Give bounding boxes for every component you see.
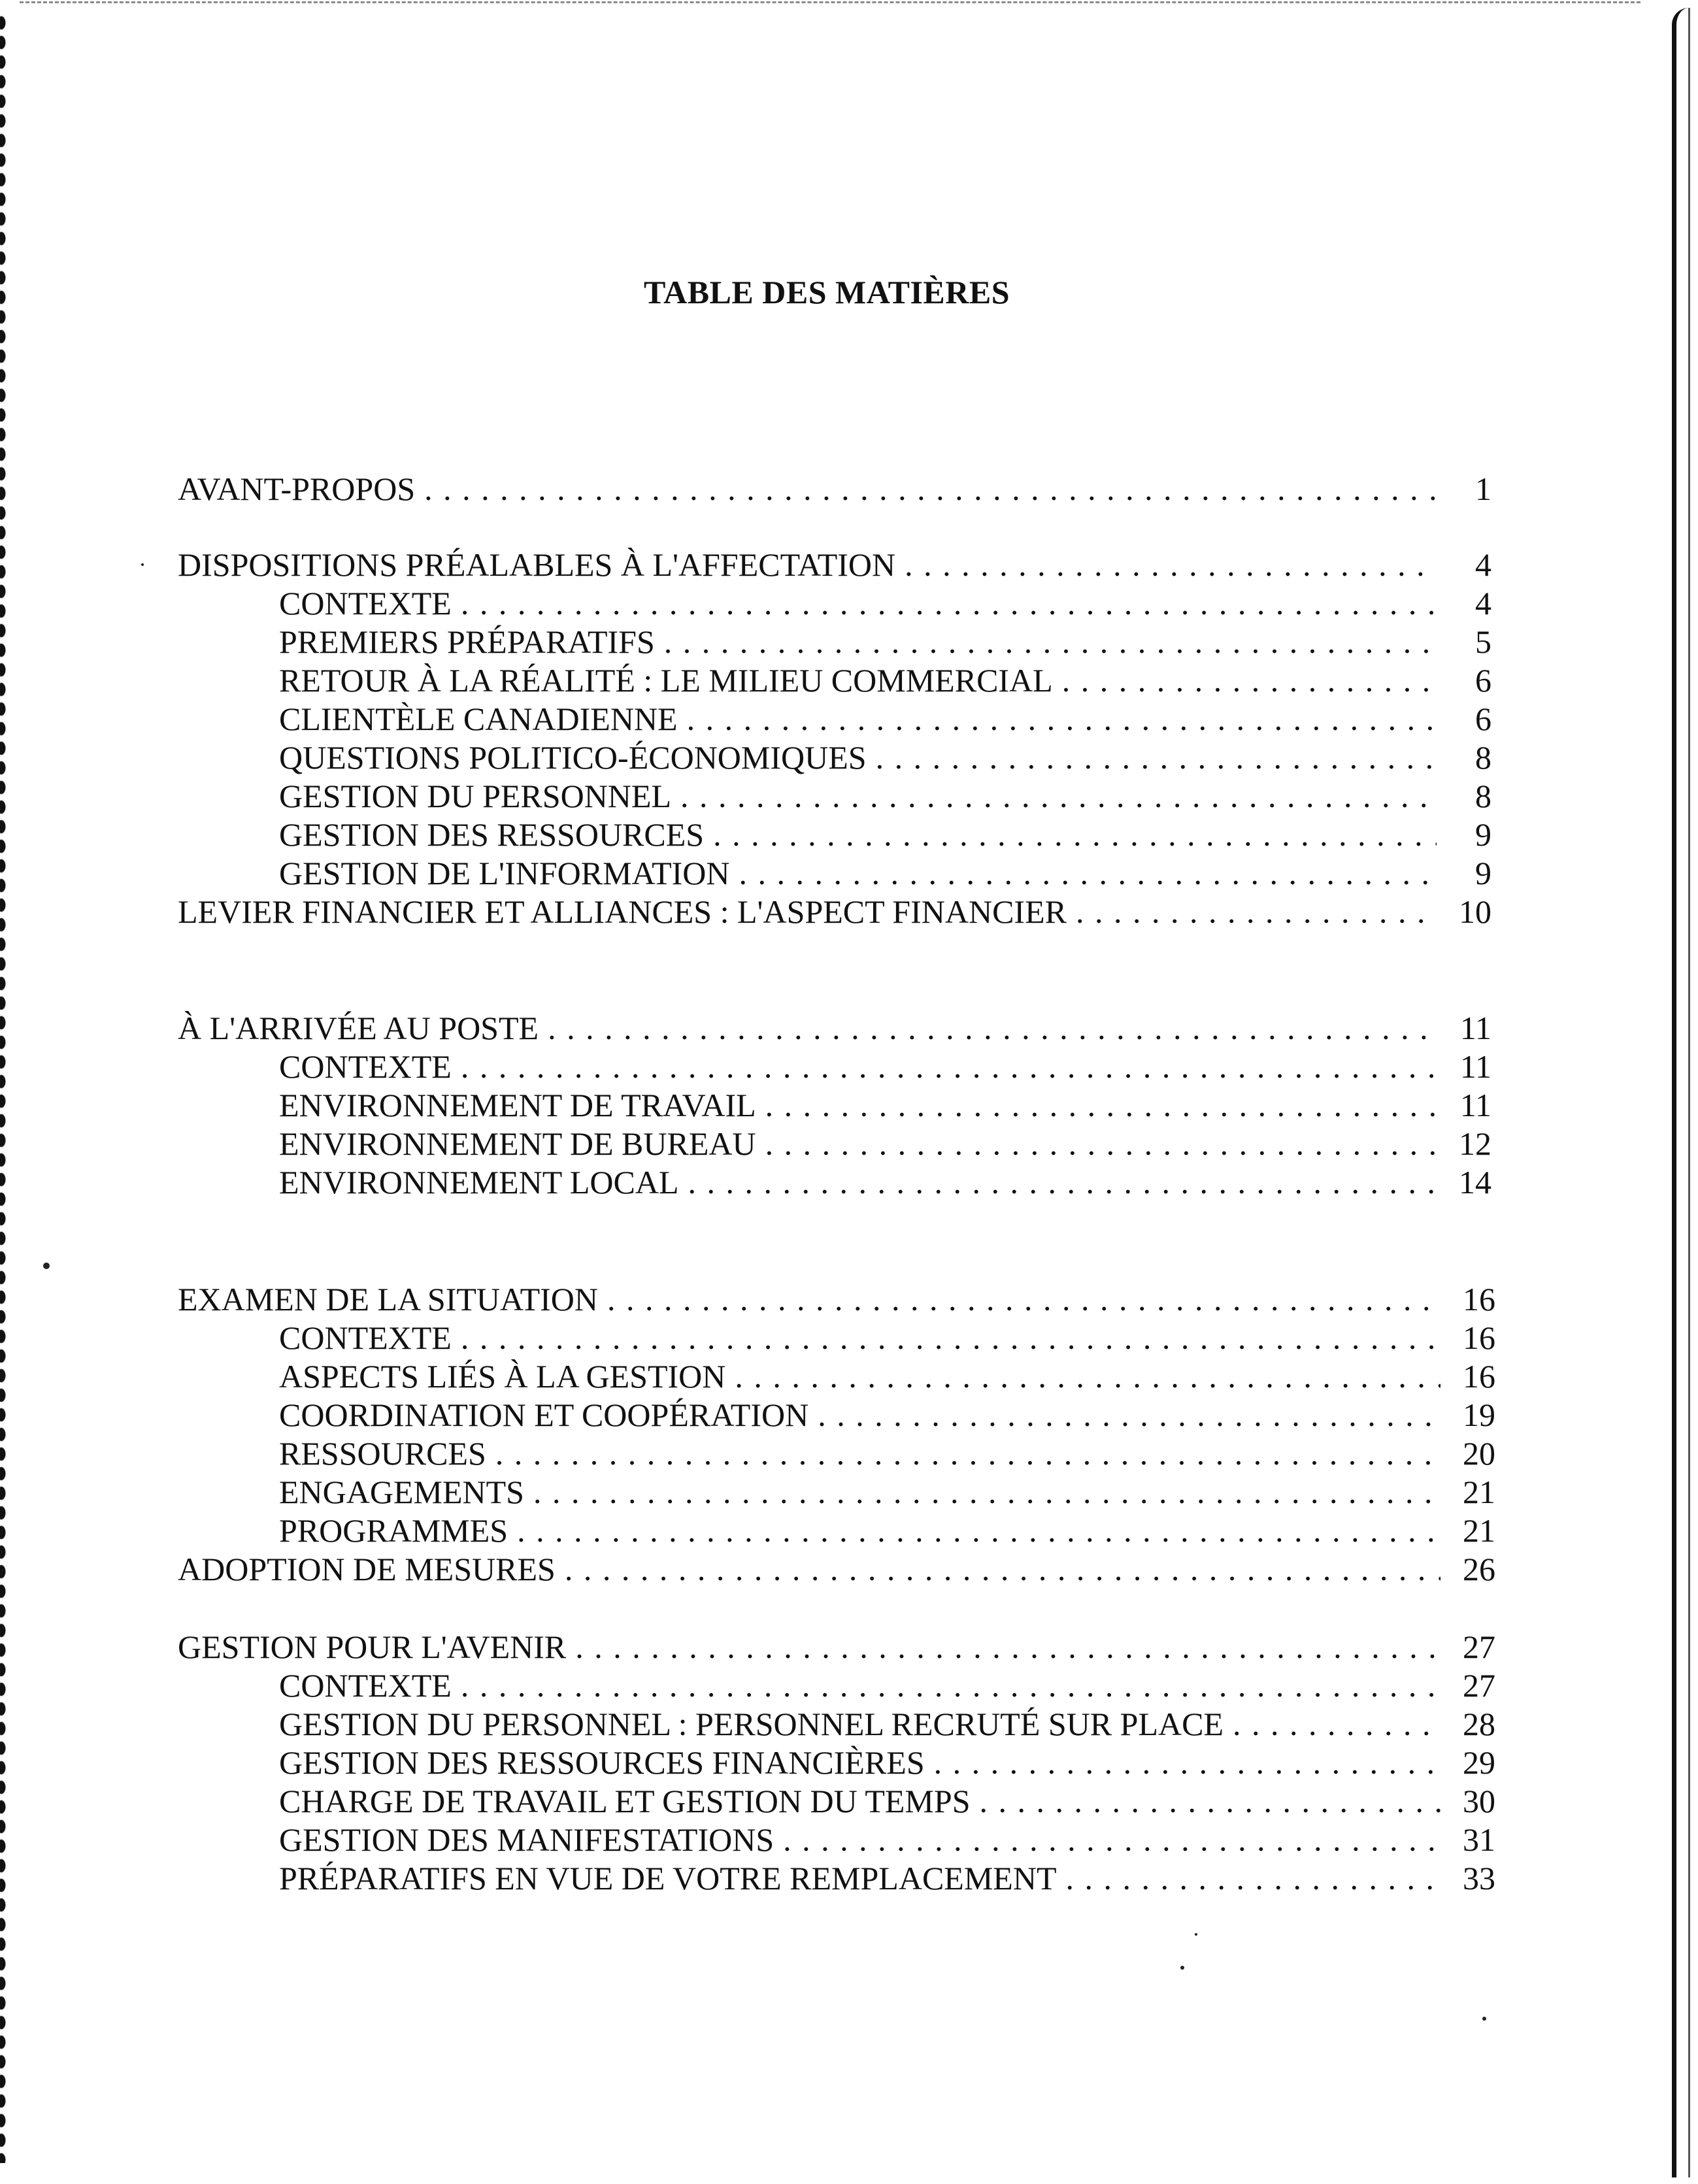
toc-entry-label: GESTION DU PERSONNEL : PERSONNEL RECRUTÉ SUR PLACE (279, 1706, 1224, 1742)
toc-entry (279, 661, 1491, 700)
toc-entry-page-number: 8 (1475, 778, 1491, 814)
dot-leader (739, 853, 1437, 893)
toc-entry-page-number: 4 (1475, 585, 1491, 621)
dot-leader (533, 1472, 1440, 1512)
toc-entry-label: GESTION DES RESSOURCES FINANCIÈRES (279, 1744, 925, 1781)
toc-entry-page-number: 11 (1459, 1087, 1491, 1123)
dot-leader (565, 1549, 1440, 1589)
toc-entry (178, 1008, 1491, 1048)
toc-entry-page-number: 29 (1463, 1744, 1495, 1781)
dot-leader (876, 738, 1437, 777)
toc-entry (279, 1472, 1495, 1512)
dot-leader (517, 1511, 1440, 1550)
dot-leader (495, 1434, 1440, 1473)
toc-entry-page-number: 6 (1475, 701, 1491, 737)
toc-entry-label: ENVIRONNEMENT DE TRAVAIL (279, 1087, 756, 1123)
toc-entry-label: RETOUR À LA RÉALITÉ : LE MILIEU COMMERCIAL (279, 662, 1053, 699)
toc-entry-label: CONTEXTE (279, 1667, 452, 1704)
dot-leader (424, 469, 1437, 508)
toc-entry-label: À L'ARRIVÉE AU POSTE (178, 1010, 539, 1046)
toc-entry-label: ASPECTS LIÉS À LA GESTION (279, 1358, 726, 1395)
toc-entry (178, 469, 1491, 508)
toc-entry-label: ENVIRONNEMENT LOCAL (279, 1164, 679, 1200)
toc-entry (178, 545, 1491, 584)
scan-speck (141, 563, 144, 566)
toc-entry-label: GESTION DES MANIFESTATIONS (279, 1821, 774, 1858)
toc-entry (279, 1859, 1495, 1898)
scan-speck (1482, 2017, 1486, 2021)
toc-entry-page-number: 6 (1475, 662, 1491, 699)
toc-entry-page-number: 11 (1459, 1010, 1491, 1046)
toc-entry (279, 622, 1491, 661)
toc-entry (279, 699, 1491, 738)
toc-entry-label: PROGRAMMES (279, 1512, 508, 1549)
toc-entry-page-number: 21 (1463, 1474, 1495, 1510)
toc-entry-page-number: 20 (1463, 1435, 1495, 1472)
toc-entry (178, 1627, 1495, 1666)
toc-entry-page-number: 4 (1475, 546, 1491, 583)
dot-leader (934, 1743, 1440, 1782)
toc-entry-page-number: 14 (1459, 1164, 1491, 1200)
toc-entry-page-number: 12 (1459, 1125, 1491, 1162)
dot-leader (461, 1666, 1440, 1705)
toc-entry-label: QUESTIONS POLITICO-ÉCONOMIQUES (279, 739, 867, 776)
dot-leader (765, 1085, 1437, 1125)
toc-entry-label: CONTEXTE (279, 1319, 452, 1356)
toc-entry-page-number: 16 (1463, 1319, 1495, 1356)
toc-entry-page-number: 33 (1463, 1860, 1495, 1896)
toc-entry-label: PRÉPARATIFS EN VUE DE VOTRE REMPLACEMENT (279, 1860, 1057, 1896)
dot-leader (461, 584, 1437, 623)
toc-entry-label: LEVIER FINANCIER ET ALLIANCES : L'ASPECT FINANCIER (178, 893, 1067, 930)
toc-entry (279, 815, 1491, 854)
toc-entry-label: CONTEXTE (279, 1048, 452, 1085)
toc-entry (279, 853, 1491, 893)
toc-entry (279, 1047, 1491, 1086)
toc-entry (279, 1704, 1495, 1744)
toc-entry-label: AVANT-PROPOS (178, 471, 416, 507)
toc-entry-label: CHARGE DE TRAVAIL ET GESTION DU TEMPS (279, 1783, 971, 1819)
dot-leader (688, 1163, 1437, 1202)
toc-entry-label: COORDINATION ET COOPÉRATION (279, 1397, 809, 1433)
toc-entry-label: GESTION DES RESSOURCES (279, 816, 705, 853)
toc-entry-page-number: 27 (1463, 1667, 1495, 1704)
scan-speck (1195, 1933, 1197, 1936)
toc-entry-label: GESTION DE L'INFORMATION (279, 855, 730, 891)
toc-entry-page-number: 21 (1463, 1512, 1495, 1549)
toc-entry-page-number: 27 (1463, 1629, 1495, 1665)
dot-leader (1062, 661, 1437, 700)
toc-entry-page-number: 31 (1463, 1821, 1495, 1858)
toc-entry-page-number: 9 (1475, 816, 1491, 853)
dot-leader (664, 622, 1437, 661)
toc-entry-page-number: 1 (1475, 471, 1491, 507)
toc-entry (279, 1124, 1491, 1163)
toc-entry-page-number: 10 (1459, 893, 1491, 930)
dot-leader (575, 1627, 1440, 1666)
top-scan-edge (20, 1, 1640, 3)
dot-leader (461, 1318, 1440, 1357)
toc-entry-page-number: 16 (1463, 1281, 1495, 1317)
dot-leader (818, 1395, 1440, 1434)
toc-entry-label: RESSOURCES (279, 1435, 486, 1472)
toc-entry (279, 1163, 1491, 1202)
toc-entry-label: EXAMEN DE LA SITUATION (178, 1281, 598, 1317)
dot-leader (548, 1008, 1437, 1048)
toc-entry (279, 1743, 1495, 1782)
toc-entry-label: GESTION DU PERSONNEL (279, 778, 671, 814)
toc-entry (279, 1318, 1495, 1357)
toc-entry-page-number: 11 (1459, 1048, 1491, 1085)
toc-entry-label: ADOPTION DE MESURES (178, 1551, 556, 1587)
toc-entry (279, 1781, 1495, 1821)
toc-entry (279, 1357, 1495, 1396)
toc-entry (279, 738, 1491, 777)
dot-leader (713, 815, 1437, 854)
dot-leader (461, 1047, 1437, 1086)
dot-leader (765, 1124, 1437, 1163)
toc-entry-page-number: 5 (1475, 623, 1491, 660)
toc-entry-label: ENVIRONNEMENT DE BUREAU (279, 1125, 756, 1162)
toc-entry-label: GESTION POUR L'AVENIR (178, 1629, 567, 1665)
toc-entry-label: CLIENTÈLE CANADIENNE (279, 701, 678, 737)
toc-entry (279, 1511, 1495, 1550)
dot-leader (905, 545, 1437, 584)
toc-entry (279, 776, 1491, 816)
toc-entry-page-number: 16 (1463, 1358, 1495, 1395)
dot-leader (783, 1820, 1440, 1859)
scan-speck (43, 1263, 50, 1269)
page-title: TABLE DES MATIÈRES (643, 274, 1010, 310)
dot-leader (1066, 1859, 1440, 1898)
dot-leader (687, 699, 1437, 738)
toc-entry (279, 1395, 1495, 1434)
toc-entry-label: DISPOSITIONS PRÉALABLES À L'AFFECTATION (178, 546, 896, 583)
toc-entry-label: PREMIERS PRÉPARATIFS (279, 623, 655, 660)
toc-entry (178, 1549, 1495, 1589)
toc-entry-page-number: 9 (1475, 855, 1491, 891)
dot-leader (735, 1357, 1440, 1396)
toc-entry (279, 1434, 1495, 1473)
toc-entry-page-number: 30 (1463, 1783, 1495, 1819)
toc-entry-page-number: 28 (1463, 1706, 1495, 1742)
toc-entry-page-number: 8 (1475, 739, 1491, 776)
scan-speck (1180, 1966, 1184, 1970)
spiral-binding (0, 13, 9, 2163)
toc-entry-page-number: 26 (1463, 1551, 1495, 1587)
dot-leader (980, 1781, 1441, 1821)
toc-entry (178, 892, 1491, 931)
toc-entry-label: CONTEXTE (279, 585, 452, 621)
toc-entry-label: ENGAGEMENTS (279, 1474, 524, 1510)
right-page-edge (1672, 8, 1690, 2177)
dot-leader (1233, 1704, 1440, 1744)
toc-entry (279, 584, 1491, 623)
dot-leader (607, 1280, 1440, 1319)
toc-entry (178, 1280, 1495, 1319)
toc-entry (279, 1820, 1495, 1859)
dot-leader (680, 776, 1437, 816)
dot-leader (1076, 892, 1437, 931)
toc-entry-page-number: 19 (1463, 1397, 1495, 1433)
toc-entry (279, 1666, 1495, 1705)
toc-entry (279, 1085, 1491, 1125)
